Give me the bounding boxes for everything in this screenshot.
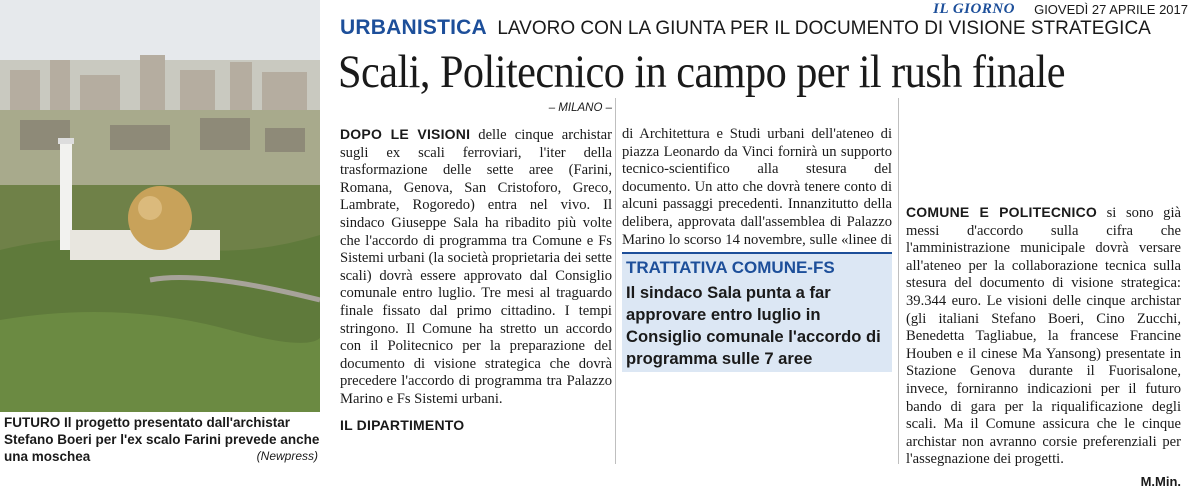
photo-illustration <box>0 0 320 412</box>
paragraph-3 <box>906 204 1181 469</box>
kicker-subtitle: LAVORO CON LA GIUNTA PER IL DOCUMENTO DI VISIONE STRATEGICA <box>497 18 1151 39</box>
sidebar-box-text: Il sindaco Sala punta a far approvare entro luglio in Consiglio comunale l'accordo di programma sulle 7 aree <box>626 283 881 368</box>
author-signature: M.Min. <box>1140 473 1181 489</box>
paragraph-2-start <box>340 417 612 436</box>
paragraph-1 <box>340 126 612 409</box>
paragraph-2-lead: IL DIPARTIMENTO <box>340 416 465 433</box>
paragraph-1-body: delle cinque archistar sugli ex scali ferroviari, l'iter della trasformazione delle sette aree (Farini, Romana, Genova, San Cristoforo, Greco, Lambrate, Rogoredo) entra nel vivo. Il sindaco Giuseppe Sala ha ribadito più volte che l'accordo di programma tra Comune e Fs Sistemi urbani (la società proprietaria dei sette scali) dovrà essere approvato dal Consiglio comunale entro luglio. Tre mesi al traguardo finale fissato dal primo cittadino. I tempi stringono. Il Comune ha stretto un accordo con il Politecnico per la preparazione del documento di visione strategica che dovrà precedere l'accordo di programma tra Palazzo Marino e Fs Sistemi urbani. <box>340 127 612 407</box>
sidebar-box <box>622 252 892 372</box>
caption-text: Il progetto presentato dall'archistar Stefano Boeri per l'ex scalo Farini prevede anche una moschea <box>4 415 320 464</box>
column-divider <box>898 98 899 464</box>
caption-lead: FUTURO <box>4 415 61 430</box>
issue-date: GIOVEDÌ 27 APRILE 2017 <box>1034 2 1188 17</box>
article-column-1 <box>340 126 612 435</box>
article-headline: Scali, Politecnico in campo per il rush finale <box>338 46 1065 98</box>
article-column-2 <box>622 126 892 248</box>
byline: – MILANO – <box>548 102 612 114</box>
article-kicker <box>340 16 1190 42</box>
section-label: URBANISTICA <box>340 16 487 39</box>
newspaper-masthead: IL GIORNO <box>933 1 1015 17</box>
paragraph-3-lead: COMUNE E POLITECNICO <box>906 204 1097 220</box>
paragraph-3-body: si sono già messi d'accordo sulla cifra che l'amministrazione municipale dovrà versare all'ateneo per la collaborazione tecnica sulla stesura del documento di visione strategica: 39.344 euro. Le visioni delle cinque archistar (gli italiani Stefano Boeri, Cino Zucchi, Benedetta Tagliabue, la francese Francine Houben e il cinese Ma Yansong) presentate in Stazione Genova durante il Fuorisalone, invece, forniranno indicazioni per il futuro bando di gara per la riqualificazione degli scali. Ma il Comune assicura che le cinque archistar non avranno corsie preferenziali per l'assegnazione dei progetti. <box>906 205 1181 468</box>
article-column-3 <box>906 98 1181 491</box>
photo-credit: (Newpress) <box>256 449 318 463</box>
paragraph-2-body: di Architettura e Studi urbani dell'ateneo di piazza Leonardo da Vinci fornirà un supporto tecnico-scientifico alla stesura del documento. Un atto che dovrà tenere conto di alcuni passaggi precedenti. Innanzitutto della delibera, approvata dall'assemblea di Palazzo Marino lo scorso 14 novembre, sulle «linee di <box>622 126 892 248</box>
paragraph-1-lead: DOPO LE VISIONI <box>340 126 471 142</box>
column-divider <box>615 98 616 464</box>
sidebar-box-kicker: TRATTATIVA COMUNE-FS <box>626 258 835 277</box>
article-photo <box>0 0 320 412</box>
photo-caption <box>4 414 320 465</box>
